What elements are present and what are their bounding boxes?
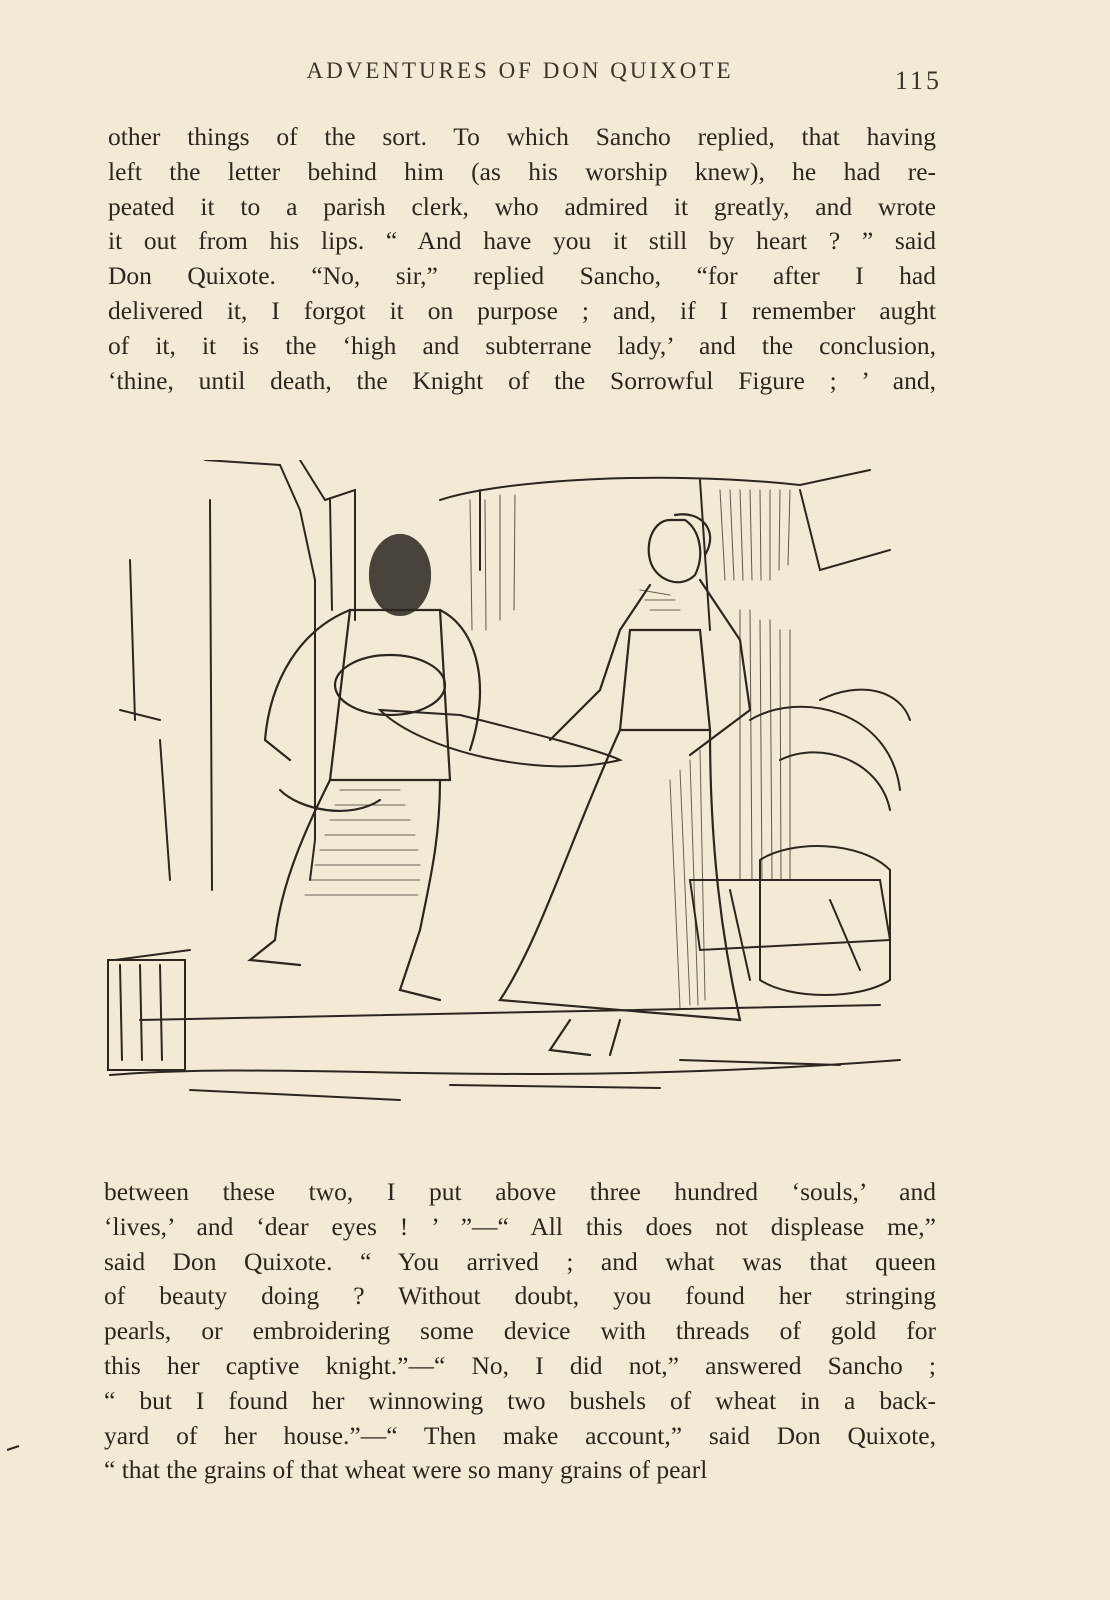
text-line: this her captive knight.”—“ No, I did not,” answered Sancho ; xyxy=(104,1350,936,1380)
text-line: ‘lives,’ and ‘dear eyes ! ’ ”—“ All this does not displease me,” xyxy=(104,1211,936,1241)
running-head: ADVENTURES OF DON QUIXOTE xyxy=(306,58,734,83)
text-line: “ that the grains of that wheat were so many grains of pearl xyxy=(104,1455,708,1485)
text-line: peated it to a parish clerk, who admired it greatly, and wrote xyxy=(108,191,936,221)
text-line: it out from his lips. “ And have you it still by heart ? ” said xyxy=(108,226,936,256)
bucket xyxy=(108,960,185,1070)
text-line: of it, it is the ‘high and subterrane lady,’ and the conclusion, xyxy=(108,330,936,360)
hay-pile xyxy=(750,690,910,810)
text-line: ‘thine, until death, the Knight of the Sorrowful Figure ; ’ and, xyxy=(108,365,936,395)
left-wall xyxy=(115,460,315,960)
woman-figure xyxy=(500,514,750,1055)
text-line: left the letter behind him (as his worship knew), he had re- xyxy=(108,156,936,186)
barn-roof xyxy=(440,470,890,630)
text-line: said Don Quixote. “ You arrived ; and what was that queen xyxy=(104,1246,936,1276)
text-line: “ but I found her winnowing two bushels of wheat in a back- xyxy=(104,1385,936,1415)
text-line: between these two, I put above three hundred ‘souls,’ and xyxy=(104,1177,936,1206)
dress-hatching xyxy=(640,590,705,1008)
winnowing-basket xyxy=(380,710,620,766)
text-line: pearls, or embroidering some device with threads of gold for xyxy=(104,1316,936,1346)
barn-hatching xyxy=(470,490,790,880)
ground-lines xyxy=(110,1005,900,1100)
body-text-top xyxy=(108,120,936,398)
margin-mark xyxy=(6,1445,20,1451)
engraving-illustration xyxy=(100,460,930,1120)
text-line: other things of the sort. To which Sancho replied, that having xyxy=(108,122,936,151)
cart xyxy=(690,880,890,980)
sack-shape xyxy=(760,846,890,995)
text-line: delivered it, I forgot it on purpose ; and, if I remember aught xyxy=(108,295,936,325)
text-line: of beauty doing ? Without doubt, you found her stringing xyxy=(104,1281,936,1311)
text-line: Don Quixote. “No, sir,” replied Sancho, “for after I had xyxy=(108,261,936,291)
sancho-hatching xyxy=(305,790,420,895)
doorway xyxy=(300,460,355,620)
body-text-bottom xyxy=(104,1175,936,1488)
sancho-figure xyxy=(250,535,480,1000)
page-number: 115 xyxy=(895,66,943,95)
text-line: yard of her house.”—“ Then make account,” said Don Quixote, xyxy=(104,1420,936,1450)
